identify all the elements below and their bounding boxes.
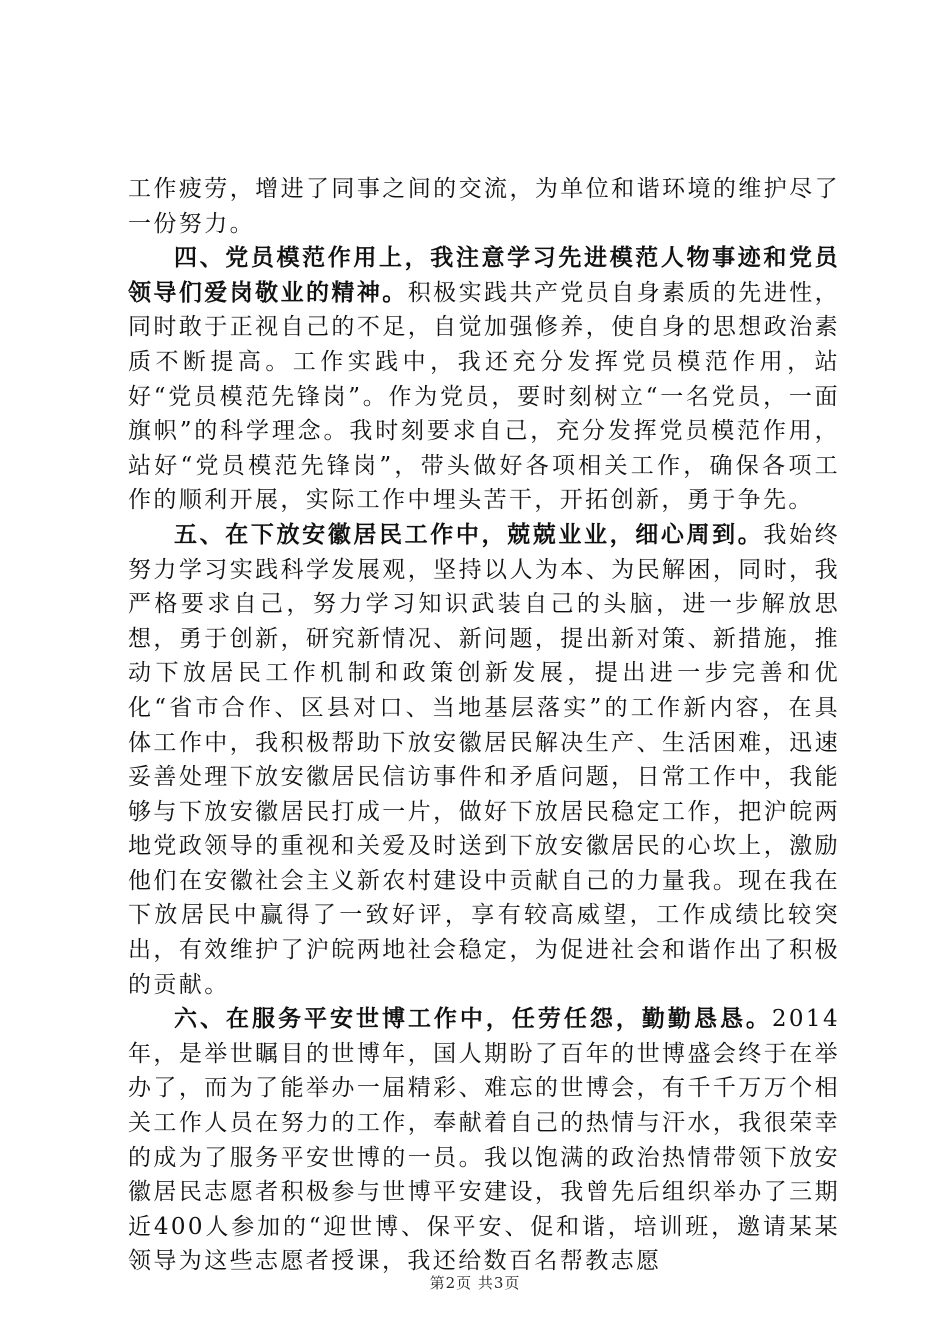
paragraph-body: 工作疲劳，增进了同事之间的交流，为单位和谐环境的维护尽了一份努力。 [128,176,840,237]
section-heading: 四、党员模范作用上，我注意学习先进模范人物事迹和党员领导们爱岗敬业的精神。 [128,244,840,306]
paragraph-section-6 [128,1002,840,1279]
paragraph-continuation [128,172,840,241]
paragraph-body: 2014年，是举世瞩目的世博年，国人期盼了百年的世博盛会终于在举办了，而为了能举办一届精彩、难忘的世博会，有千千万万个相关工作人员在努力的工作，奉献着自己的热情与汗水，我很荣幸的成为了服务平安世博的一员。我以饱满的政治热情带领下放安徽居民志愿者积极参与世博平安建设，我曾先后组织举办了三期近400人参加的“迎世博、保平安、促和谐，培训班，邀请某某领导为这些志愿者授课，我还给数百名帮教志愿 [128,1006,840,1275]
paragraph-body: 我始终努力学习实践科学发展观，坚持以人为本、为民解困，同时，我严格要求自己，努力学习知识武装自己的头脑，进一步解放思想，勇于创新，研究新情况、新问题，提出新对策、新措施，推动下放居民工作机制和政策创新发展，提出进一步完善和优化“省市合作、区县对口、当地基层落实”的工作新内容，在具体工作中，我积极帮助下放安徽居民解决生产、生活困难，迅速妥善处理下放安徽居民信访事件和矛盾问题，日常工作中，我能够与下放安徽居民打成一片，做好下放居民稳定工作，把沪皖两地党政领导的重视和关爱及时送到下放安徽居民的心坎上，激励他们在安徽社会主义新农村建设中贡献自己的力量我。现在我在下放居民中赢得了一致好评，享有较高威望，工作成绩比较突出，有效维护了沪皖两地社会稳定，为促进社会和谐作出了积极的贡献。 [128,521,841,998]
paragraph-body: 积极实践共产党员自身素质的先进性，同时敢于正视自己的不足，自觉加强修养，使自身的思想政治素质不断提高。工作实践中，我还充分发挥党员模范作用，站好“党员模范先锋岗”。作为党员，要时刻树立“一名党员，一面旗帜”的科学理念。我时刻要求自己，充分发挥党员模范作用，站好“党员模范先锋岗”，带头做好各项相关工作，确保各项工作的顺利开展，实际工作中埋头苦干，开拓创新，勇于争先。 [128,279,840,514]
body-text [128,172,840,1279]
section-heading: 五、在下放安徽居民工作中，兢兢业业，细心周到。 [174,520,764,548]
page-number-footer: 第2页 共3页 [429,1274,521,1292]
paragraph-section-5 [128,518,840,1002]
paragraph-section-4 [128,241,840,518]
section-heading: 六、在服务平安世博工作中，任劳任怨，勤勤恳恳。 [174,1005,772,1033]
